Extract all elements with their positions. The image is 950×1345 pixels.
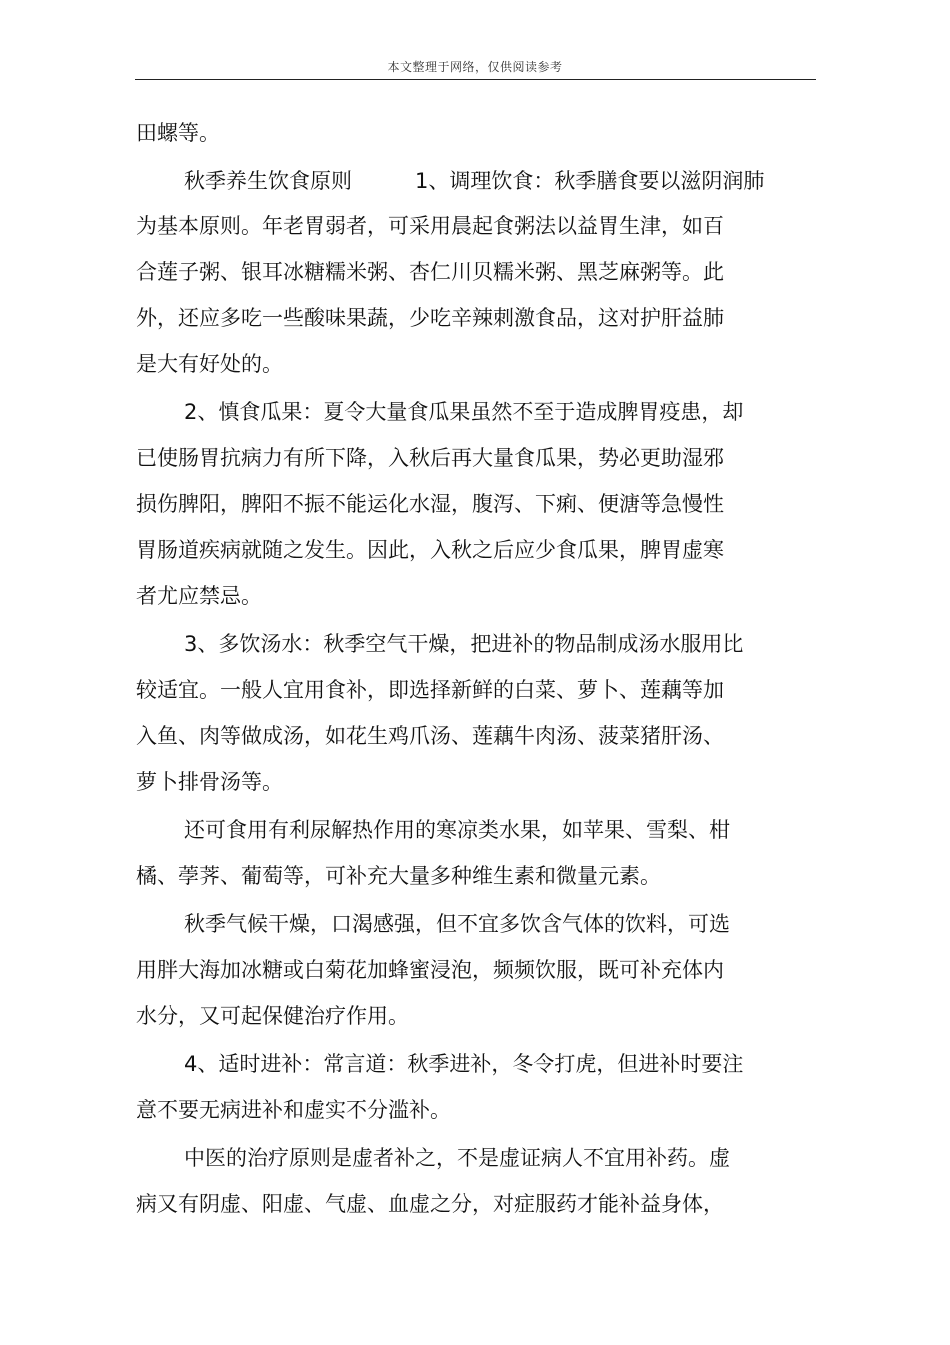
text-line: 中医的治疗原则是虚者补之，不是虚证病人不宜用补药。虚 <box>184 1146 730 1170</box>
text-line: 3、多饮汤水：秋季空气干燥，把进补的物品制成汤水服用比 <box>184 632 744 656</box>
page-header-note: 本文整理于网络，仅供阅读参考 <box>387 60 563 74</box>
text-line: 较适宜。一般人宜用食补，即选择新鲜的白菜、萝卜、莲藕等加 <box>136 678 724 702</box>
text-line: 秋季气候干燥，口渴感强，但不宜多饮含气体的饮料，可选 <box>184 912 730 936</box>
text-line: 意不要无病进补和虚实不分滥补。 <box>136 1098 451 1122</box>
text-line: 用胖大海加冰糖或白菊花加蜂蜜浸泡，频频饮服，既可补充体内 <box>136 958 724 982</box>
text-line: 是大有好处的。 <box>136 352 283 376</box>
text-line: 损伤脾阳，脾阳不振不能运化水湿，腹泻、下痢、便溏等急慢性 <box>136 492 724 516</box>
text-line: 橘、荸荠、葡萄等，可补充大量多种维生素和微量元素。 <box>136 864 661 888</box>
header-divider <box>135 79 816 80</box>
text-line: 者尤应禁忌。 <box>136 584 262 608</box>
text-line: 为基本原则。年老胃弱者，可采用晨起食粥法以益胃生津，如百 <box>136 214 724 238</box>
text-line: 已使肠胃抗病力有所下降，入秋后再大量食瓜果，势必更助湿邪 <box>136 446 724 470</box>
text-line: 胃肠道疾病就随之发生。因此，入秋之后应少食瓜果，脾胃虚寒 <box>136 538 724 562</box>
text-line: 萝卜排骨汤等。 <box>136 770 283 794</box>
text-line: 4、适时进补：常言道：秋季进补，冬令打虎，但进补时要注 <box>184 1052 744 1076</box>
text-line: 病又有阴虚、阳虚、气虚、血虚之分，对症服药才能补益身体， <box>136 1192 724 1216</box>
text-line: 还可食用有利尿解热作用的寒凉类水果，如苹果、雪梨、柑 <box>184 818 730 842</box>
text-line: 田螺等。 <box>136 121 220 145</box>
text-line: 秋季养生饮食原则 1、调理饮食：秋季膳食要以滋阴润肺 <box>184 169 765 193</box>
text-line: 水分，又可起保健治疗作用。 <box>136 1004 409 1028</box>
text-line: 外，还应多吃一些酸味果蔬，少吃辛辣刺激食品，这对护肝益肺 <box>136 306 724 330</box>
text-line: 合莲子粥、银耳冰糖糯米粥、杏仁川贝糯米粥、黑芝麻粥等。此 <box>136 260 724 284</box>
text-line: 2、慎食瓜果：夏令大量食瓜果虽然不至于造成脾胃疫患，却 <box>184 400 744 424</box>
text-line: 入鱼、肉等做成汤，如花生鸡爪汤、莲藕牛肉汤、菠菜猪肝汤、 <box>136 724 724 748</box>
